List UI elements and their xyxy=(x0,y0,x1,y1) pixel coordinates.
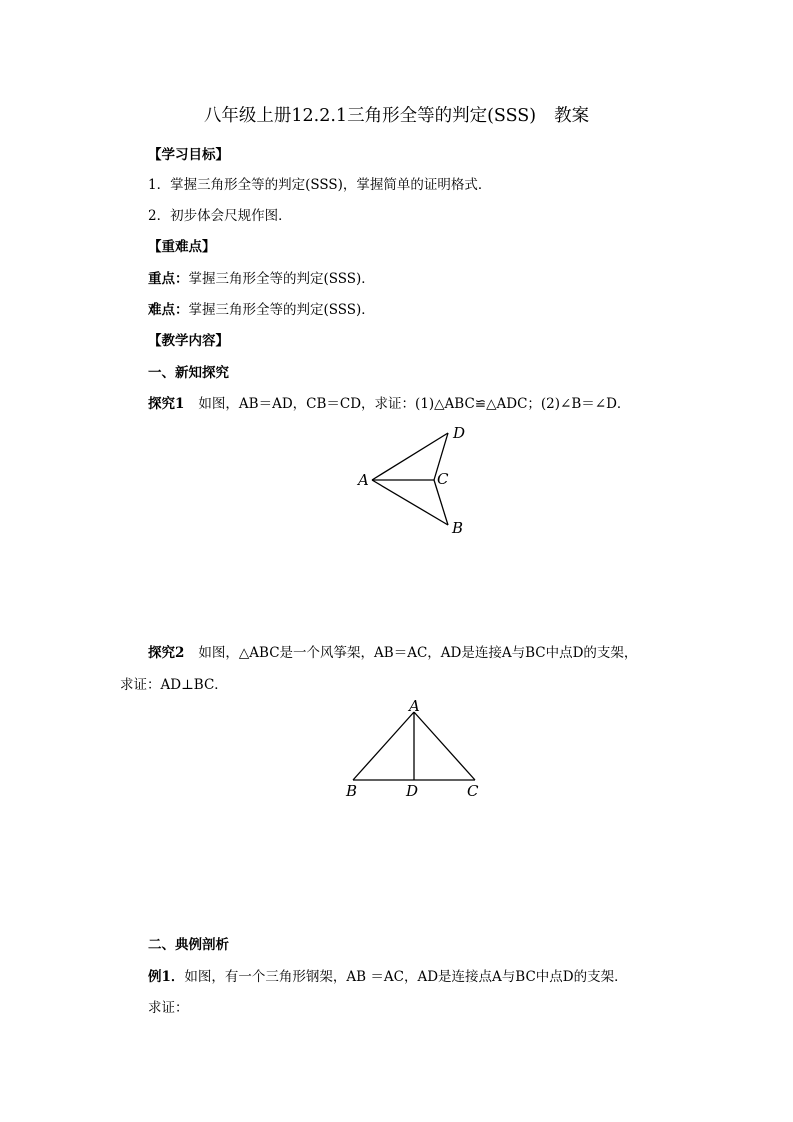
difficult-point xyxy=(148,301,375,319)
objectives-heading: 【学习目标】 xyxy=(148,147,229,163)
key-label: 重点： xyxy=(148,271,189,287)
keypoints-heading: 【重难点】 xyxy=(148,239,216,255)
segment-ab2 xyxy=(353,712,414,780)
part1-heading: 一、新知探究 xyxy=(148,365,229,381)
objective-1: 1．掌握三角形全等的判定(SSS)，掌握简单的证明格式． xyxy=(148,177,492,193)
difficult-text: 掌握三角形全等的判定(SSS)． xyxy=(188,302,375,318)
explore2-label: 探究2 xyxy=(148,645,185,661)
key-text: 掌握三角形全等的判定(SSS)． xyxy=(188,271,375,287)
page-title xyxy=(0,104,793,128)
label-b: B xyxy=(452,519,464,537)
label-a2: A xyxy=(409,697,420,715)
title-main: 八年级上册12.2.1三角形全等的判定(SSS) xyxy=(203,106,537,126)
example1-paragraph xyxy=(148,968,628,986)
title-suffix: 教案 xyxy=(554,106,590,126)
segment-ac2 xyxy=(414,712,475,780)
difficult-label: 难点： xyxy=(148,302,189,318)
label-d2: D xyxy=(406,782,419,800)
explore2-figure xyxy=(340,698,490,803)
objective-2: 2．初步体会尺规作图． xyxy=(148,208,292,224)
explore1-paragraph xyxy=(148,395,630,413)
explore1-figure xyxy=(350,420,480,545)
part2-heading: 二、典例剖析 xyxy=(148,937,229,953)
explore1-text: 如图，AB＝AD，CB＝CD，求证：(1)△ABC≌△ADC；(2)∠B＝∠D． xyxy=(198,396,631,412)
explore2-paragraph-line1 xyxy=(148,644,637,662)
explore1-label: 探究1 xyxy=(148,396,185,412)
label-d: D xyxy=(453,424,466,442)
label-c2: C xyxy=(467,782,479,800)
example1-text: 如图，有一个三角形钢架，AB ＝AC，AD是连接点A与BC中点D的支架． xyxy=(184,969,628,985)
explore2-text-line1: 如图，△ABC是一个风筝架，AB＝AC，AD是连接A与BC中点D的支架， xyxy=(198,645,638,661)
example1-label: 例1． xyxy=(148,969,185,985)
explore2-paragraph-line2: 求证：AD⊥BC． xyxy=(120,677,228,693)
label-b2: B xyxy=(346,782,358,800)
key-point xyxy=(148,270,375,288)
example1-prove: 求证： xyxy=(148,1000,189,1016)
label-c: C xyxy=(437,470,449,488)
label-a: A xyxy=(358,471,369,489)
content-heading: 【教学内容】 xyxy=(148,333,229,349)
